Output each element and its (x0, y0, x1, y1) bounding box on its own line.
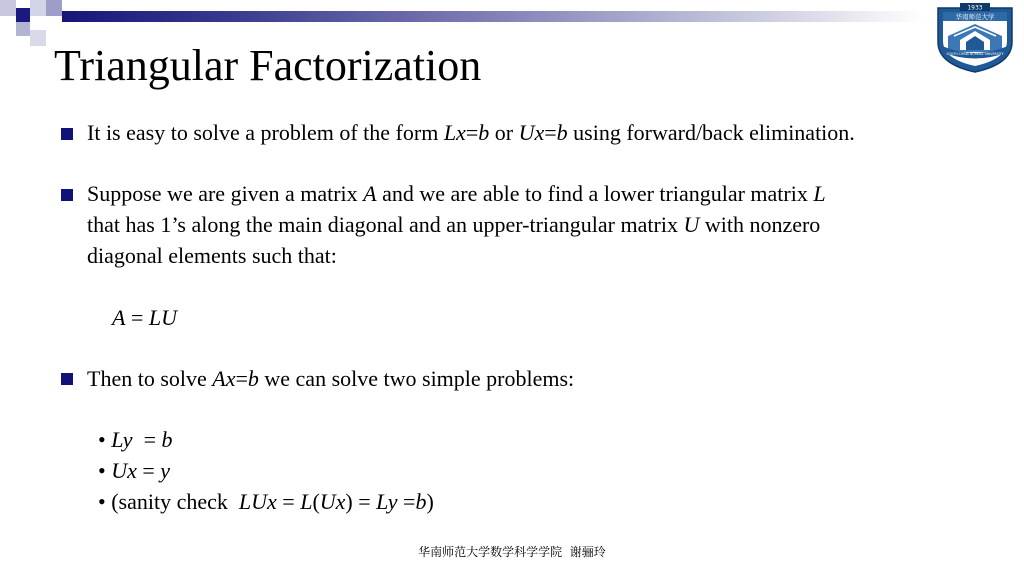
bullet-3-text: Then to solve Ax=b we can solve two simple problems: (87, 366, 575, 391)
deco-square (46, 0, 62, 16)
deco-square (30, 0, 46, 16)
deco-square (0, 0, 16, 16)
bullet-2-line-2: that has 1’s along the main diagonal and an upper-triangular matrix U with nonzero (87, 212, 821, 237)
bullet-square (61, 373, 73, 385)
svg-text:1933: 1933 (967, 4, 983, 12)
bullet-square (61, 189, 73, 201)
svg-text:华南师范大学: 华南师范大学 (955, 13, 995, 21)
sub-item-ly-b: • Ly = b (98, 427, 173, 452)
bullet-square (61, 128, 73, 140)
sub-item-sanity-check: • (sanity check LUx = L(Ux) = Ly =b) (98, 489, 434, 514)
university-logo (930, 2, 1020, 74)
sub-item-ux-y: • Ux = y (98, 458, 171, 483)
bullet-2-line-3: diagonal elements such that: (87, 243, 337, 268)
slide-title: Triangular Factorization (54, 41, 482, 90)
deco-square (16, 22, 30, 36)
deco-square (16, 8, 30, 22)
equation-a-lu: A = LU (112, 305, 177, 330)
footer-text: 华南师范大学数学科学学院 谢骊玲 (418, 545, 606, 559)
title-gradient-bar (62, 11, 924, 22)
svg-text:SOUTH CHINA NORMAL UNIVERSITY: SOUTH CHINA NORMAL UNIVERSITY (946, 52, 1004, 56)
bullet-1-text: It is easy to solve a problem of the form Lx=b or Ux=b using forward/back elimination. (87, 120, 855, 145)
bullet-2-line-1: Suppose we are given a matrix A and we are able to find a lower triangular matrix L (87, 181, 826, 206)
deco-square (30, 30, 46, 46)
